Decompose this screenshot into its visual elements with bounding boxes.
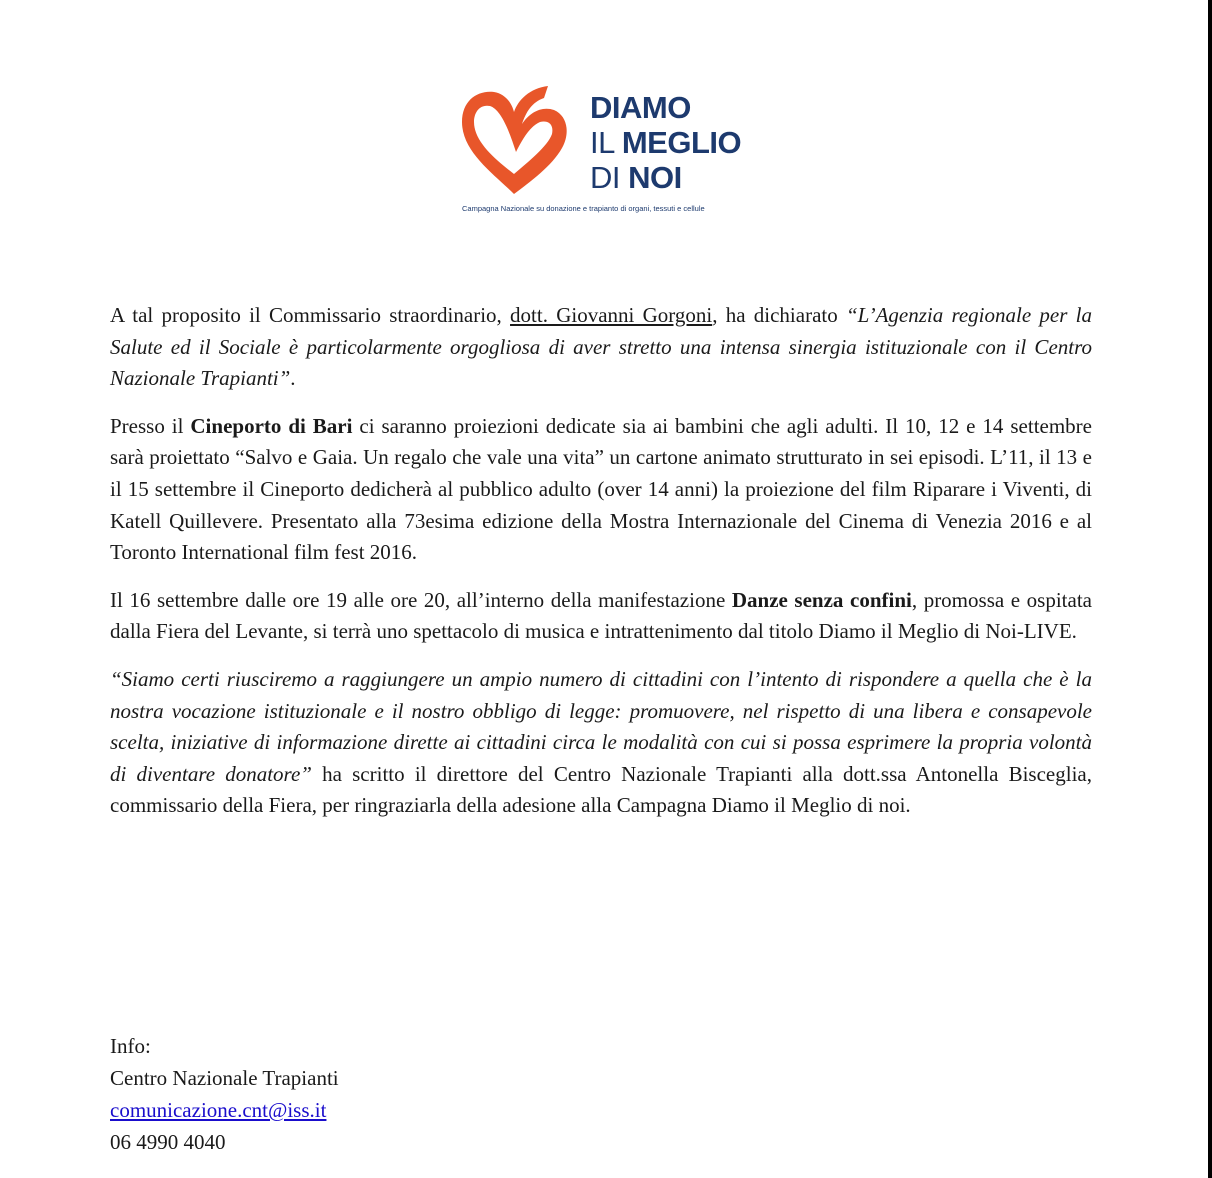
paragraph-commissario: A tal proposito il Commissario straordinario, dott. Giovanni Gorgoni, ha dichiarato “L’Agenzia regionale per la Salute ed il Sociale è particolarmente orgogliosa di aver stretto una intensa sinergia istituzionale con il Centro Nazionale Trapianti”. <box>110 303 1092 391</box>
director-quote: “Siamo certi riusciremo a raggiungere un ampio numero di cittadini con l’intento di rispondere a quella che è la nostra vocazione istituzionale e il nostro obbligo di legge: promuovere, nel rispetto di una libera e consapevole scelta, iniziative di informazione dirette ai cittadini circa le modalità con cui si possa esprimere la propria volontà di diventare donatore” <box>110 666 1092 786</box>
logo-wordmark <box>590 90 741 195</box>
info-organization: Centro Nazionale Trapianti <box>110 1066 339 1090</box>
paragraph-danze: Il 16 settembre dalle ore 19 alle ore 20, all’interno della manifestazione Danze senza confini, promossa e ospitata dalla Fiera del Levante, si terrà uno spettacolo di musica e intrattenimento dal titolo Diamo il Meglio di Noi-LIVE. <box>110 587 1092 644</box>
venue-name: Cineporto di Bari <box>190 413 353 438</box>
logo-line-2: IL MEGLIO <box>590 125 742 160</box>
press-release-body <box>110 300 1092 838</box>
logo-caption: Campagna Nazionale su donazione e trapianto di organi, tessuti e cellule <box>462 204 705 213</box>
email-link[interactable]: comunicazione.cnt@iss.it <box>110 1098 327 1122</box>
paragraph-direttore: “Siamo certi riusciremo a raggiungere un ampio numero di cittadini con l’intento di rispondere a quella che è la nostra vocazione istituzionale e il nostro obbligo di legge: promuovere, nel rispetto di una libera e consapevole scelta, iniziative di informazione dirette ai cittadini circa le modalità con cui si possa esprimere la propria volontà di diventare donatore” ha scritto il direttore del Centro Nazionale Trapianti alla dott.ssa Antonella Bisceglia, commissario della Fiera, per ringraziarla della adesione alla Campagna Diamo il Meglio di noi. <box>110 666 1092 818</box>
contact-info <box>110 1030 339 1158</box>
info-label: Info: <box>110 1034 151 1058</box>
campaign-logo <box>452 80 752 220</box>
event-name: Danze senza confini <box>731 587 912 612</box>
commissioner-quote: “L’Agenzia regionale per la Salute ed il Sociale è particolarmente orgogliosa di aver stretto una intensa sinergia istituzionale con il Centro Nazionale Trapianti” <box>110 303 1092 391</box>
logo-line-1: DIAMO <box>590 90 691 125</box>
page-edge <box>1208 0 1212 1178</box>
heart-icon <box>456 82 576 198</box>
paragraph-cineporto: Presso il Cineporto di Bari ci saranno proiezioni dedicate sia ai bambini che agli adulti. Il 10, 12 e 14 settembre sarà proiettato “Salvo e Gaia. Un regalo che vale una vita” un cartone animato strutturato in sei episodi. L’11, il 13 e il 15 settembre il Cineporto dedicherà al pubblico adulto (over 14 anni) la proiezione del film Riparare i Viventi, di Katell Quillevere. Presentato alla 73esima edizione della Mostra Internazionale del Cinema di Venezia 2016 e al Toronto International film fest 2016. <box>110 413 1092 565</box>
logo-line-3: DI NOI <box>590 160 682 195</box>
commissioner-name: dott. Giovanni Gorgoni <box>510 303 713 327</box>
info-phone: 06 4990 4040 <box>110 1130 226 1154</box>
